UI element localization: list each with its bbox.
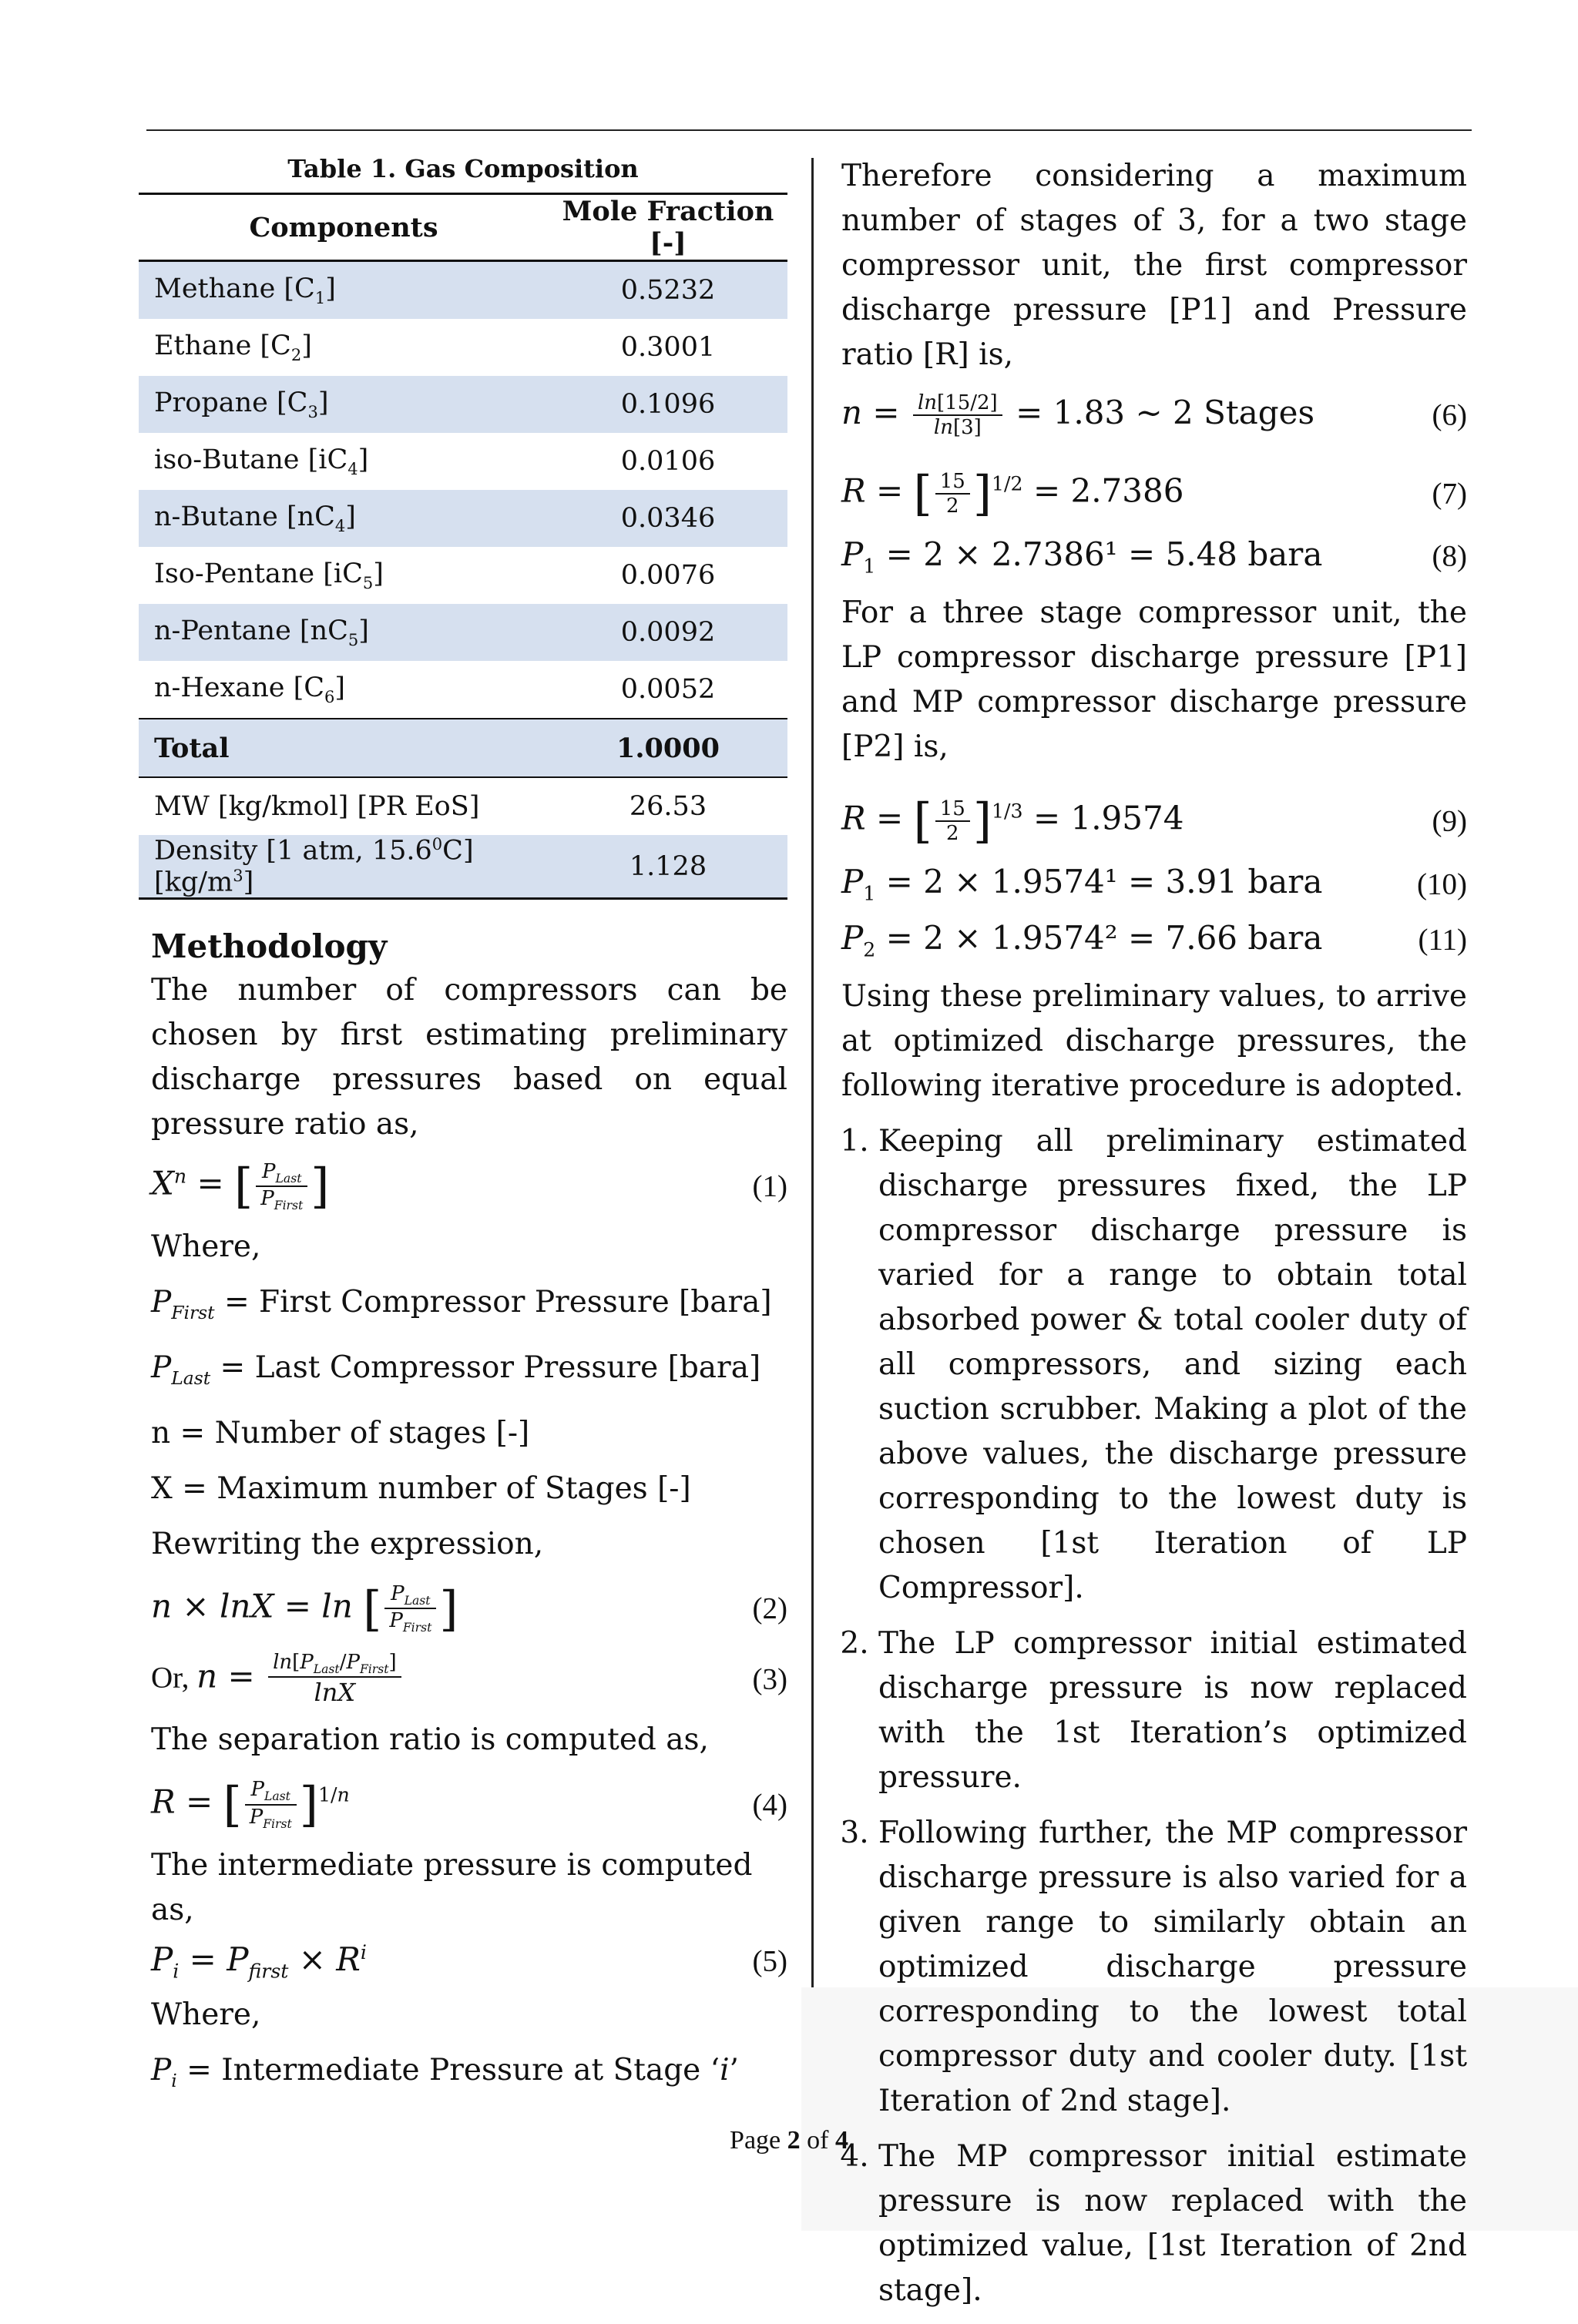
equation-number: (5)	[752, 1944, 787, 1978]
table-row	[139, 376, 787, 433]
equation-number: (4)	[752, 1788, 787, 1822]
page-number: 2	[787, 2126, 801, 2155]
table-row	[139, 604, 787, 661]
list-item: 1. Keeping all preliminary estimated discharge pressures fixed, the LP compressor discharge pressure is varied for a range to obtain total absorbed power & total cooler duty of all compressors, and sizing each suction scrubber. Making a plot of the above values, the discharge pressure corresponding to the lowest duty is chosen [1st Iteration of LP Compressor].	[878, 1119, 1467, 1611]
column-divider	[811, 158, 814, 2130]
equation-number: (1)	[752, 1169, 787, 1203]
def-n: n = Number of stages [-]	[151, 1415, 530, 1450]
equation-number: (9)	[1432, 804, 1467, 838]
mole-fraction-value: 0.0052	[620, 674, 716, 705]
table-row-density	[139, 835, 787, 899]
methodology-intro: The number of compressors can be chosen by first estimating preliminary discharge pressures based on equal pressure ratio as,	[151, 973, 787, 1142]
list-item: 3. Following further, the MP compressor discharge pressure is also varied for a given range to similarly obtain an optimized discharge pressure corresponding to the lowest total compressor duty and cooler duty. [1st Iteration of 2nd stage].	[878, 1811, 1467, 2124]
where-label-2: Where,	[151, 1997, 261, 2033]
equation-number: (7)	[1432, 477, 1467, 510]
mole-fraction-value: 0.0106	[620, 446, 716, 477]
table-row-mw	[139, 777, 787, 835]
right-column	[841, 154, 1467, 2324]
total-value: 1.0000	[549, 719, 787, 777]
equation-number: (3)	[752, 1662, 787, 1695]
def-x: X = Maximum number of Stages [-]	[151, 1471, 691, 1506]
table-header-mole-fraction: Mole Fraction [-]	[549, 194, 787, 261]
table-row-total	[139, 719, 787, 777]
component-name: iso-Butane $[iC_4]$	[154, 444, 369, 478]
component-name: n-Butane $[nC_4]$	[139, 490, 549, 547]
component-name: Ethane $[C_2]$	[154, 330, 312, 364]
mole-fraction-value: 0.0092	[549, 604, 787, 661]
component-name: n-Hexane $[C_6]$	[154, 672, 346, 706]
density-value: 1.128	[549, 835, 787, 899]
iterative-procedure-intro: Using these preliminary values, to arrive at optimized discharge pressures, the following iterative procedure is adopted.	[841, 979, 1467, 1104]
header-rule	[146, 129, 1472, 131]
equation-10: $P_1 = 2 \times 1.9574^1 = 3.91$ bara (10)	[841, 863, 1467, 905]
total-label: Total	[139, 719, 549, 777]
where-label: Where,	[151, 1229, 261, 1265]
equation-5: $P_i = P_{first} \times R^i$ (5)	[151, 1940, 787, 1983]
mole-fraction-value: 0.0346	[549, 490, 787, 547]
gas-composition-table	[139, 193, 787, 900]
mw-value: 26.53	[629, 791, 707, 822]
list-item: 2. The LP compressor initial estimated discharge pressure is now replaced with the 1st Iteration’s optimized pressure.	[878, 1621, 1467, 1800]
list-item: 4. The MP compressor initial estimate pressure is now replaced with the optimized value, [1st Iteration of 2nd stage].	[878, 2135, 1467, 2313]
table-row	[139, 661, 787, 719]
component-name: n-Pentane $[nC_5]$	[139, 604, 549, 661]
equation-4: R = [ $\frac{P_{Last}}{P_{First}}$ ]$^{1/n}$ (4)	[151, 1776, 787, 1833]
component-name: Methane $[C_1]$	[139, 261, 549, 320]
equation-6: n = $\frac{\ln[15/2]}{\ln[3]}$ = 1.83 ~ 2 Stages (6)	[841, 391, 1467, 439]
mole-fraction-value: 0.1096	[549, 376, 787, 433]
page-total: 4	[834, 2126, 848, 2155]
table-row	[139, 319, 787, 376]
page-footer: Page 2 of 4	[730, 2126, 848, 2155]
equation-8: $P_1 = 2 \times 2.7386^1 = 5.48$ bara (8)	[841, 535, 1467, 578]
def-p-first: $P_{First}$ = First Compressor Pressure [bara]	[151, 1285, 772, 1324]
three-stage-intro: For a three stage compressor unit, the LP compressor discharge pressure [P1] and MP compressor discharge pressure [P2] is,	[841, 595, 1467, 765]
two-stage-intro: Therefore considering a maximum number of stages of 3, for a two stage compressor unit, the first compressor discharge pressure [P1] and Pressure ratio [R] is,	[841, 159, 1467, 372]
equation-11: $P_2 = 2 \times 1.9574^2 = 7.66$ bara (11)	[841, 918, 1467, 961]
equation-number: (11)	[1418, 923, 1467, 957]
component-name: Propane $[C_3]$	[139, 376, 549, 433]
table-row	[139, 261, 787, 320]
mw-label: MW [kg/kmol] [PR EoS]	[154, 791, 480, 822]
def-p-last: $P_{Last}$ = Last Compressor Pressure [bara]	[151, 1350, 761, 1389]
equation-2: n × lnX = ln [ $\frac{P_{Last}}{P_{First}}$ ] (2)	[151, 1580, 787, 1637]
table-row	[139, 433, 787, 490]
equation-9: R = [ $\frac{15}{2}$ ]$^{1/3}$ = 1.9574 (9)	[841, 793, 1467, 850]
rewrite-label: Rewriting the expression,	[151, 1526, 544, 1561]
equation-7: R = [ $\frac{15}{2}$ ]$^{1/2}$ = 2.7386 (7)	[841, 465, 1467, 521]
equation-number: (6)	[1432, 398, 1467, 432]
mole-fraction-value: 0.0076	[620, 560, 716, 591]
def-p-i: $P_i$ = Intermediate Pressure at Stage ‘i’	[151, 2053, 739, 2092]
equation-number: (10)	[1417, 867, 1467, 901]
left-column	[139, 154, 787, 2103]
mole-fraction-value: 0.5232	[549, 261, 787, 320]
table-caption: Table 1. Gas Composition	[287, 154, 639, 183]
separation-ratio-label: The separation ratio is computed as,	[151, 1722, 709, 1758]
equation-3: Or, n = $\frac{\ln[P_{Last}/P_{First}]}{\ln X}$ (3)	[151, 1650, 787, 1708]
equation-1: $X^n$ = [ $\frac{P_{Last}}{P_{First}}$ ] (1)	[151, 1158, 787, 1215]
table-row	[139, 490, 787, 547]
density-label: Density [1 atm, 15.6$^0$C] $[kg/m^3]$	[139, 835, 549, 899]
intermediate-pressure-label: The intermediate pressure is computed as,	[151, 1848, 753, 1928]
methodology-heading: Methodology	[151, 927, 388, 966]
table-row	[139, 547, 787, 604]
component-name: Iso-Pentane $[iC_5]$	[154, 558, 384, 592]
equation-number: (2)	[752, 1591, 787, 1625]
mole-fraction-value: 0.3001	[620, 332, 716, 363]
equation-number: (8)	[1432, 539, 1467, 573]
table-header-components: Components	[139, 194, 549, 261]
